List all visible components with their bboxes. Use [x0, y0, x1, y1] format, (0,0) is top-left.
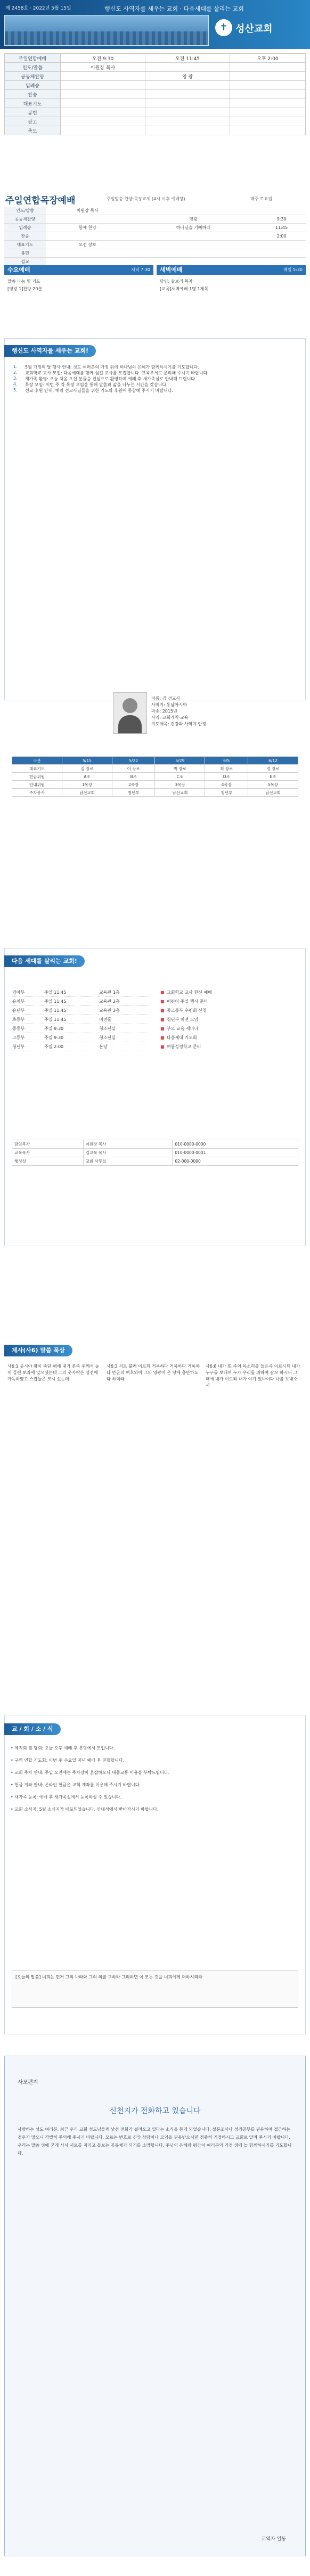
nextgen-row [12, 997, 150, 1006]
announce-item: • 헌금 계좌 안내: 온라인 헌금은 교회 계좌를 이용해 주시기 바랍니다. [11, 1782, 141, 1787]
table-cell: 오전 장로 [46, 241, 129, 249]
wednesday-details: 말씀 나눔 및 기도 [영광 1]찬양 20분 [7, 279, 43, 291]
nextgen-row [12, 1042, 150, 1051]
table-cell: 주일 2:00 [44, 1042, 99, 1051]
table-cell [61, 72, 145, 81]
news-item [12, 382, 298, 388]
schedule-cell: A조 [62, 773, 112, 781]
nextgen-list-text: 다음세대 기도회 [167, 1035, 197, 1040]
bullet-icon: ■ [160, 1017, 165, 1022]
schedule-cell: 5목장 [248, 781, 298, 789]
news-text: 새가족 환영: 오늘 처음 오신 분들을 진심으로 환영하며 예배 후 새가족실로 안내해 드립니다. [25, 377, 197, 381]
bulletin-page: 제 2458호 · 2022년 5월 15일 행신도 사역자를 세우는 교회 · 다음세대를 살리는 교회 ✝ 성산교회 주일연합예배 오전 9:30 오전 11:45 오후 2:00 인도/말씀 이원장 목사 공동체찬양 영 광 입례송 찬송 대표기도 봉헌 광고 축도 주일연합목장예배 주일말씀·찬양·목장교제 (4시 이후 예배당) 매주 토요일 인도/말씀 이원장 목사 공동체찬양 영광 9:30 입례송 함께 찬양 하나님을 기뻐하라 11:45 찬송 2:00 대표기도 오전 장로 봉헌 설교 수요예배 저녁 7:30 말씀 나눔 및 기도 [영광 1]찬양 20분 새벽예배 매일 5:30 담임: 갈보리 목자 [교육]새벽예배 1명 1제목 행신도 사역자를 세우는 교회! 1. 5월 가정의 달 행사 안내: 성도 여러분의 가정 위에 하나님의 은혜가 함께하시기를 기도합니다. 2. 교회학교 교사 모집: 다음세대를 함께 섬길 교사를 모집합니다. 교육부서로 문의해 주시기 바랍니다. 3. 새가족 환영: 오늘 처음 오신 분들을 진심으로 환영하며 예배 후 새가족실로 안내해 드립니다. 4. 목장 모임: 이번 주 각 목장 모임을 통해 말씀과 삶을 나누는 시간을 갖습니다. 5. 선교 후원 안내: 해외 선교사님들을 위한 기도와 후원에 동참해 주시기 바랍니다. 이름: 김 선교사 사역지: 동남아시아 파송: 2015년 사역: 교회개척·교육 기도제목: 건강과 사역지 안정 구분 5/15 5/22 5/29 6/5 6/12 대표기도 김 장로 이 장로 박 장로 최 장로 정 장로 헌금위원 A조 B조 C조 D조 E조 안내위원 1목장 2목장 3목장 4목장 5목장 주차봉사 남선교회 청년부 남선교회 청년부 남선교회 다음 세대를 살리는 교회! 영아부 주일 11:45 교육관 1층 유치부 주일 11:45 교육관 2층 유년부 주일 11:45 교육관 3층 초등부 주일 11:45 비전홀 중등부 주일 9:30 청소년실 고등부 주일 9:30 청소년실 청년부 주일 2:00 본당 ■ 교회학교 교사 헌신 예배 ■ 어린이 주일 행사 준비 ■ 중고등부 수련회 신청 ■ 청년부 비전 모임 ■ 부모 교육 세미나 ■ 다음세대 기도회 ■ 여름성경학교 준비 담임목사 이원장 목사 010-0000-0000 교육목사 김교육 목사 010-0000-0001 행정실 교회 사무실 02-000-0000 제사(사6) 말씀 묵상 사6:1 웃시야 왕이 죽던 해에 내가 본즉 주께서 높이 들린 보좌에 앉으셨는데 그의 옷자락은 성전에 가득하였고 스랍들은 모셔 섰는데 사6:3 서로 불러 이르되 거룩하다 거룩하다 거룩하다 만군의 여호와여 그의 영광이 온 땅에 충만하도다 하더라 사6:8 내가 또 주의 목소리를 들은즉 이르시되 내가 누구를 보내며 누가 우리를 위하여 갈꼬 하시니 그 때에 내가 이르되 내가 여기 있나이다 나를 보내소서 교 / 회 / 소 / 식 • 제직회 및 당회: 오늘 오후 예배 후 본당에서 모입니다. • 구역 연합 기도회: 이번 주 수요일 저녁 예배 후 진행합니다. • 교회 주차 안내: 주일 오전에는 주차장이 혼잡하오니 대중교통 이용을 부탁드립니다. • 헌금 계좌 안내: 온라인 헌금은 교회 계좌를 이용해 주시기 바랍니다. • 새가족 등록: 예배 후 새가족실에서 등록하실 수 있습니다. • 교회 소식지: 5월 소식지가 배포되었습니다. 안내석에서 받아가시기 바랍니다. [오늘의 말씀] 너희는 먼저 그의 나라와 그의 의를 구하라 그리하면 이 모든 것을 너희에게 더하시리라 사모편지 신천지가 전화하고 있습니다 사랑하는 성도 여러분, 최근 우리 교회 성도님들께 낯선 전화가 걸려오고 있다는 소식을 듣게 되었습니다. 설문조사나 성경공부를 권유하며 접근하는 경우가 많으니 각별히 주의해 주시기 바랍니다. 모르는 번호로 신앙 상담이나 모임을 권유받으시면 정중히 거절하시고 교회로 알려 주시기 바랍니다. 우리는 말씀 위에 굳게 서서 서로를 지키고 돌보는 공동체가 되기를 소망합니다. 주님의 은혜와 평강이 여러분의 가정 위에 늘 함께하시기를 기도합니다. 교역자 일동 [0, 0, 310, 2576]
schedule-row [12, 773, 298, 781]
schedule-header-cell: 5/15 [62, 757, 112, 765]
table-cell: 함께 찬양 [46, 224, 129, 232]
table-cell: 비전홀 [99, 1015, 150, 1024]
info-row [5, 126, 306, 135]
info-row [5, 81, 306, 90]
schedule-cell: 최 장로 [205, 765, 248, 773]
table-cell: 청소년실 [99, 1024, 150, 1033]
news-number: 2. [13, 370, 18, 375]
dawn-details: 담임: 갈보리 목자 [교육]새벽예배 1명 1제목 [160, 279, 209, 291]
table-cell [61, 99, 145, 108]
table-cell [230, 108, 305, 117]
bullet-icon: ■ [160, 999, 165, 1004]
bullet-icon: ■ [160, 990, 165, 995]
nextgen-list-item [160, 1042, 298, 1051]
nextgen-list-text: 청년부 비전 모임 [167, 1017, 199, 1022]
schedule-cell: 헌금위원 [12, 773, 62, 781]
table-cell: 본당 [99, 1042, 150, 1051]
schedule-cell: E조 [248, 773, 298, 781]
news-number: 3. [13, 376, 18, 381]
news-text: 교회학교 교사 모집: 다음세대를 함께 섬길 교사를 모집합니다. 교육부서로 문의해 주시기 바랍니다. [25, 371, 209, 375]
nextgen-list-item [160, 988, 298, 997]
table-cell: 11:45 [257, 224, 306, 232]
bullet-icon: ■ [160, 1035, 165, 1040]
dawn-header: 새벽예배 매일 5:30 [157, 265, 306, 275]
letter-title: 신천지가 전화하고 있습니다 [109, 2107, 201, 2115]
announce-ribbon: 교 / 회 / 소 / 식 [4, 1723, 61, 1735]
schedule-cell: 청년부 [205, 789, 248, 797]
contact-row [12, 1140, 298, 1149]
schedule-table [12, 756, 298, 797]
table-cell: 봉헌 [5, 108, 61, 117]
table-cell [230, 63, 305, 72]
nextgen-row [12, 1006, 150, 1015]
schedule-header-cell: 5/22 [112, 757, 155, 765]
schedule-cell: B조 [112, 773, 155, 781]
cross-icon: ✝ [215, 19, 232, 36]
schedule-cell: 3목장 [155, 781, 205, 789]
nextgen-list-item [160, 997, 298, 1006]
table-cell: 영아부 [12, 988, 44, 997]
table-cell: 유년부 [12, 1006, 44, 1015]
announce-box: [오늘의 말씀] 너희는 먼저 그의 나라와 그의 의를 구하라 그리하면 이 모든 것을 너희에게 더하시리라 [12, 1970, 298, 2008]
table-cell: 교육관 1층 [99, 988, 150, 997]
table-cell: 행정실 [12, 1157, 84, 1166]
schedule-cell: 정 장로 [248, 765, 298, 773]
issue-meta: 제 2458호 · 2022년 5월 15일 [5, 6, 71, 11]
header-banner [0, 0, 310, 49]
table-cell [46, 232, 129, 241]
table-cell: 교육관 3층 [99, 1006, 150, 1015]
table-cell: 유치부 [12, 997, 44, 1006]
schedule-cell: 남선교회 [62, 789, 112, 797]
announce-list [11, 1745, 298, 1818]
table-cell [230, 90, 305, 99]
schedule-header-cell: 6/12 [248, 757, 298, 765]
news-text: 목장 모임: 이번 주 각 목장 모임을 통해 말씀과 삶을 나누는 시간을 갖습니다. [25, 382, 168, 387]
nextgen-list-text: 여름성경학교 준비 [167, 1044, 201, 1049]
table-cell: 영광 [129, 215, 258, 224]
news-text: 5월 가정의 달 행사 안내: 성도 여러분의 가정 위에 하나님의 은혜가 함께하시기를 기도합니다. [25, 365, 199, 370]
contact-row [12, 1149, 298, 1157]
nextgen-schedule [12, 988, 150, 1051]
table-cell: 축도 [5, 126, 61, 135]
nextgen-row [12, 1024, 150, 1033]
news-item [12, 370, 298, 376]
section1-news [12, 364, 298, 394]
table-cell [145, 63, 230, 72]
pastor-letter [4, 2056, 306, 2556]
info-row [5, 99, 306, 108]
table-cell: 주일 9:30 [44, 1033, 99, 1042]
service-row [4, 215, 306, 224]
table-cell: 오전 9:30 [61, 54, 145, 63]
letter-tag: 사모편지 [18, 2080, 38, 2086]
table-cell [257, 249, 306, 258]
table-cell: 청소년실 [99, 1033, 150, 1042]
schedule-cell: 김 장로 [62, 765, 112, 773]
table-cell: 이원장 목사 [46, 207, 129, 215]
table-cell: 김교육 목사 [83, 1149, 173, 1157]
table-cell [230, 81, 305, 90]
services-subtitle: 주일말씀·찬양·목장교제 (4시 이후 예배당) [107, 197, 185, 201]
info-row [5, 108, 306, 117]
announce-item: • 새가족 등록: 예배 후 새가족실에서 등록하실 수 있습니다. [11, 1795, 122, 1800]
news-text: 선교 후원 안내: 해외 선교사님들을 위한 기도와 후원에 동참해 주시기 바랍니다. [25, 388, 173, 393]
table-cell: 인도/말씀 [4, 207, 46, 215]
table-cell: 봉헌 [4, 249, 46, 258]
services-table [4, 207, 306, 266]
news-item [12, 388, 298, 394]
table-cell: 고등부 [12, 1033, 44, 1042]
table-cell: 교육목사 [12, 1149, 84, 1157]
table-cell: 이원장 목사 [83, 1140, 173, 1149]
missionary-facts: 이름: 김 선교사 사역지: 동남아시아 파송: 2015년 사역: 교회개척·교육 기도제목: 건강과 사역지 안정 [151, 696, 207, 726]
info-row [5, 117, 306, 126]
services-title: 주일연합목장예배 [5, 195, 76, 206]
table-cell: 청년부 [12, 1042, 44, 1051]
table-cell [46, 249, 129, 258]
table-cell: 입례송 [4, 224, 46, 232]
table-cell [46, 215, 129, 224]
church-logo[interactable] [215, 16, 305, 40]
table-cell [230, 72, 305, 81]
table-cell: 주일연합예배 [5, 54, 61, 63]
bullet-icon: ■ [160, 1026, 165, 1031]
table-cell: 010-0000-0000 [173, 1140, 298, 1149]
table-cell [145, 90, 230, 99]
table-cell: 오전 11:45 [145, 54, 230, 63]
header-photo [4, 15, 209, 46]
schedule-cell: C조 [155, 773, 205, 781]
table-cell [129, 232, 258, 241]
table-cell [61, 108, 145, 117]
info-row [5, 63, 306, 72]
table-cell [145, 108, 230, 117]
news-number: 5. [13, 388, 18, 392]
schedule-cell: 주차봉사 [12, 789, 62, 797]
schedule-cell: 대표기도 [12, 765, 62, 773]
table-cell: 대표기도 [4, 241, 46, 249]
table-cell [145, 126, 230, 135]
service-info-table [4, 53, 306, 135]
table-cell: 담임목사 [12, 1140, 84, 1149]
nextgen-list-item [160, 1024, 298, 1033]
news-item [12, 376, 298, 382]
wednesday-header: 수요예배 저녁 7:30 [4, 265, 153, 275]
church-slogan: 행신도 사역자를 세우는 교회 · 다음세대를 살리는 교회 [104, 5, 244, 12]
schedule-row [12, 765, 298, 773]
service-row [4, 232, 306, 241]
bullet-icon: ■ [160, 1044, 165, 1049]
letter-signature: 교역자 일동 [261, 2537, 286, 2542]
table-cell [145, 99, 230, 108]
schedule-cell: 남선교회 [155, 789, 205, 797]
service-row [4, 241, 306, 249]
table-cell [129, 207, 258, 215]
news-item [12, 364, 298, 370]
nextgen-row [12, 988, 150, 997]
service-row [4, 224, 306, 232]
table-cell: 대표기도 [5, 99, 61, 108]
table-cell: 공동체찬양 [4, 215, 46, 224]
table-cell: 찬송 [4, 232, 46, 241]
table-cell: 입례송 [5, 81, 61, 90]
section1-ribbon: 행신도 사역자를 세우는 교회! [4, 345, 96, 357]
schedule-header-cell: 6/5 [205, 757, 248, 765]
nextgen-list-text: 중고등부 수련회 신청 [167, 1008, 207, 1013]
table-cell: 010-0000-0001 [173, 1149, 298, 1157]
table-cell: 영 광 [145, 72, 230, 81]
table-cell: 초등부 [12, 1015, 44, 1024]
table-cell: 주일 11:45 [44, 1015, 99, 1024]
nextgen-row [12, 1033, 150, 1042]
schedule-cell: 박 장로 [155, 765, 205, 773]
nextgen-list-text: 부모 교육 세미나 [167, 1026, 199, 1031]
schedule-header-cell: 5/29 [155, 757, 205, 765]
bullet-icon: ■ [160, 1008, 165, 1013]
table-cell: 찬송 [5, 90, 61, 99]
table-cell: 이원장 목사 [61, 63, 145, 72]
table-cell: 교육관 2층 [99, 997, 150, 1006]
nextgen-list [160, 988, 298, 1051]
info-row [5, 54, 306, 63]
section2-ribbon: 다음 세대를 살리는 교회! [4, 955, 85, 967]
schedule-cell: 이 장로 [112, 765, 155, 773]
nextgen-list-item [160, 1033, 298, 1042]
table-cell: 공동체찬양 [5, 72, 61, 81]
table-cell: 중등부 [12, 1024, 44, 1033]
table-cell [230, 117, 305, 126]
table-cell [129, 241, 258, 249]
schedule-cell: 1목장 [62, 781, 112, 789]
schedule-cell: 2목장 [112, 781, 155, 789]
table-cell [145, 81, 230, 90]
contact-row [12, 1157, 298, 1166]
table-cell: 주일 11:45 [44, 997, 99, 1006]
schedule-row [12, 781, 298, 789]
table-cell: 인도/말씀 [5, 63, 61, 72]
announce-item: • 제직회 및 당회: 오늘 오후 예배 후 본당에서 모입니다. [11, 1746, 115, 1751]
table-cell [257, 241, 306, 249]
schedule-row [12, 789, 298, 797]
nextgen-row [12, 1015, 150, 1024]
contacts-table [12, 1140, 298, 1166]
table-cell: 하나님을 기뻐하라 [129, 224, 258, 232]
schedule-header-row [12, 757, 298, 765]
table-cell: 주일 11:45 [44, 988, 99, 997]
church-name: 성산교회 [235, 23, 273, 35]
table-cell [61, 90, 145, 99]
table-cell [129, 249, 258, 258]
table-cell [230, 99, 305, 108]
schedule-cell: 4목장 [205, 781, 248, 789]
schedule-header-cell: 구분 [12, 757, 62, 765]
table-cell [230, 126, 305, 135]
schedule-cell: 안내위원 [12, 781, 62, 789]
bible-ribbon: 제사(사6) 말씀 묵상 [4, 1345, 72, 1356]
services-right-note: 매주 토요일 [250, 197, 273, 201]
table-cell: 주일 9:30 [44, 1024, 99, 1033]
nextgen-list-text: 교회학교 교사 헌신 예배 [167, 990, 212, 995]
table-cell: 02-000-0000 [173, 1157, 298, 1166]
table-cell: 주일 11:45 [44, 1006, 99, 1015]
table-cell: 설교 [4, 258, 46, 266]
table-cell [61, 81, 145, 90]
nextgen-list-text: 어린이 주일 행사 준비 [167, 999, 208, 1004]
schedule-cell: 남선교회 [248, 789, 298, 797]
schedule-cell: D조 [205, 773, 248, 781]
service-row [4, 207, 306, 215]
announce-item: • 구역 연합 기도회: 이번 주 수요일 저녁 예배 후 진행합니다. [11, 1758, 125, 1763]
schedule-cell: 청년부 [112, 789, 155, 797]
news-number: 1. [13, 364, 18, 369]
nextgen-list-item [160, 1006, 298, 1015]
table-cell: 오후 2:00 [230, 54, 305, 63]
table-cell: 9:30 [257, 215, 306, 224]
announce-item: • 교회 주차 안내: 주일 오전에는 주차장이 혼잡하오니 대중교통 이용을 부탁드립니다. [11, 1770, 170, 1775]
table-cell [145, 117, 230, 126]
letter-body: 사랑하는 성도 여러분, 최근 우리 교회 성도님들께 낯선 전화가 걸려오고 있다는 소식을 듣게 되었습니다. 설문조사나 성경공부를 권유하며 접근하는 경우가 많으니 각별히 주의해 주시기 바랍니다. 모르는 번호로 신앙 상담이나 모임을 권유받으시면 정중히 거절하시고 교회로 알려 주시기 바랍니다. 우리는 말씀 위에 굳게 서서 서로를 지키고 돌보는 공동체가 되기를 소망합니다. 주님의 은혜와 평강이 여러분의 가정 위에 늘 함께하시기를 기도합니다. [18, 2127, 292, 2156]
table-cell: 2:00 [257, 232, 306, 241]
nextgen-list-item [160, 1015, 298, 1024]
service-row [4, 249, 306, 258]
info-row [5, 72, 306, 81]
table-cell [61, 117, 145, 126]
news-number: 4. [13, 382, 18, 387]
table-cell [257, 207, 306, 215]
table-cell: 광고 [5, 117, 61, 126]
announce-item: • 교회 소식지: 5월 소식지가 배포되었습니다. 안내석에서 받아가시기 바랍니다. [11, 1807, 159, 1812]
info-row [5, 90, 306, 99]
table-cell: 교회 사무실 [83, 1157, 173, 1166]
missionary-photo [113, 692, 147, 734]
table-cell [61, 126, 145, 135]
